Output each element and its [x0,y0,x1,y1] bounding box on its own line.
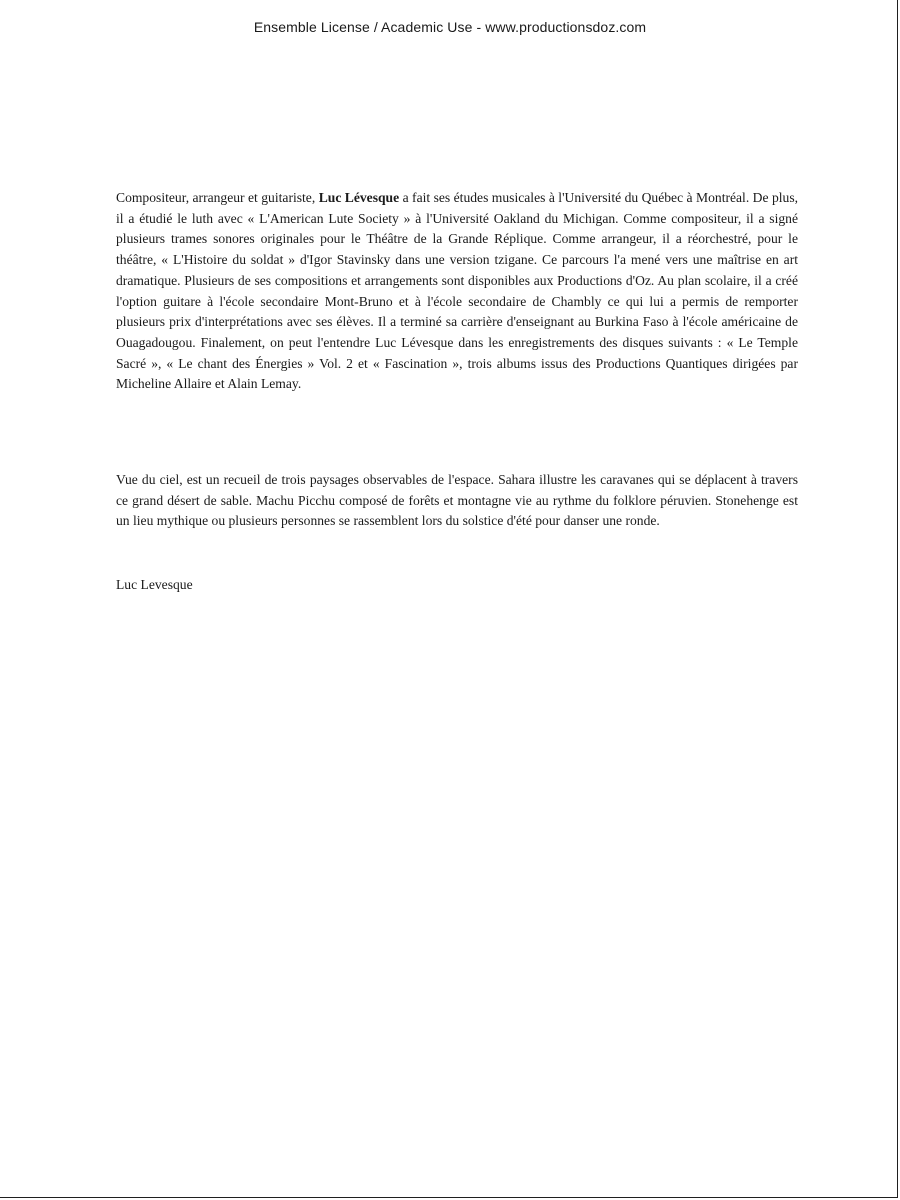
biography-section [116,188,798,395]
signature-section [116,575,798,596]
biography-body: a fait ses études musicales à l'Université du Québec à Montréal. De plus, il a étudié le luth avec « L'American Lute Society » à l'Université Oakland du Michigan. Comme compositeur, il a signé plusieurs trames sonores originales pour le Théâtre de la Grande Réplique. Comme arrangeur, il a réorchestré, pour le théâtre, « L'Histoire du soldat » d'Igor Stavinsky dans une version tzigane. Ce parcours l'a mené vers une maîtrise en art dramatique. Plusieurs de ses compositions et arrangements sont disponibles aux Productions d'Oz. Au plan scolaire, il a créé l'option guitare à l'école secondaire Mont-Bruno et à l'école secondaire de Chambly ce qui lui a permis de remporter plusieurs prix d'interprétations avec ses élèves. Il a terminé sa carrière d'enseignant au Burkina Faso à l'école américaine de Ouagadougou. Finalement, on peut l'entendre Luc Lévesque dans les enregistrements des disques suivants : « Le Temple Sacré », « Le chant des Énergies » Vol. 2 et « Fascination », trois albums issus des Productions Quantiques dirigées par Micheline Allaire et Alain Lemay. [116,190,799,392]
signature-name: Luc Levesque [116,577,193,592]
biography-intro: Compositeur, arrangeur et guitariste, [116,190,319,205]
biography-paragraph [116,188,798,395]
program-note-paragraph: Vue du ciel, est un recueil de trois paysages observables de l'espace. Sahara illustre les caravanes qui se déplacent à travers ce grand désert de sable. Machu Picchu composé de forêts et montagne vie au rythme du folklore péruvien. Stonehenge est un lieu mythique ou plusieurs personnes se rassemblent lors du solstice d'été pour danser une ronde. [116,472,798,529]
composer-name: Luc Lévesque [318,190,400,205]
program-note-section [116,470,798,532]
license-header: Ensemble License / Academic Use - www.productionsdoz.com [253,19,647,35]
